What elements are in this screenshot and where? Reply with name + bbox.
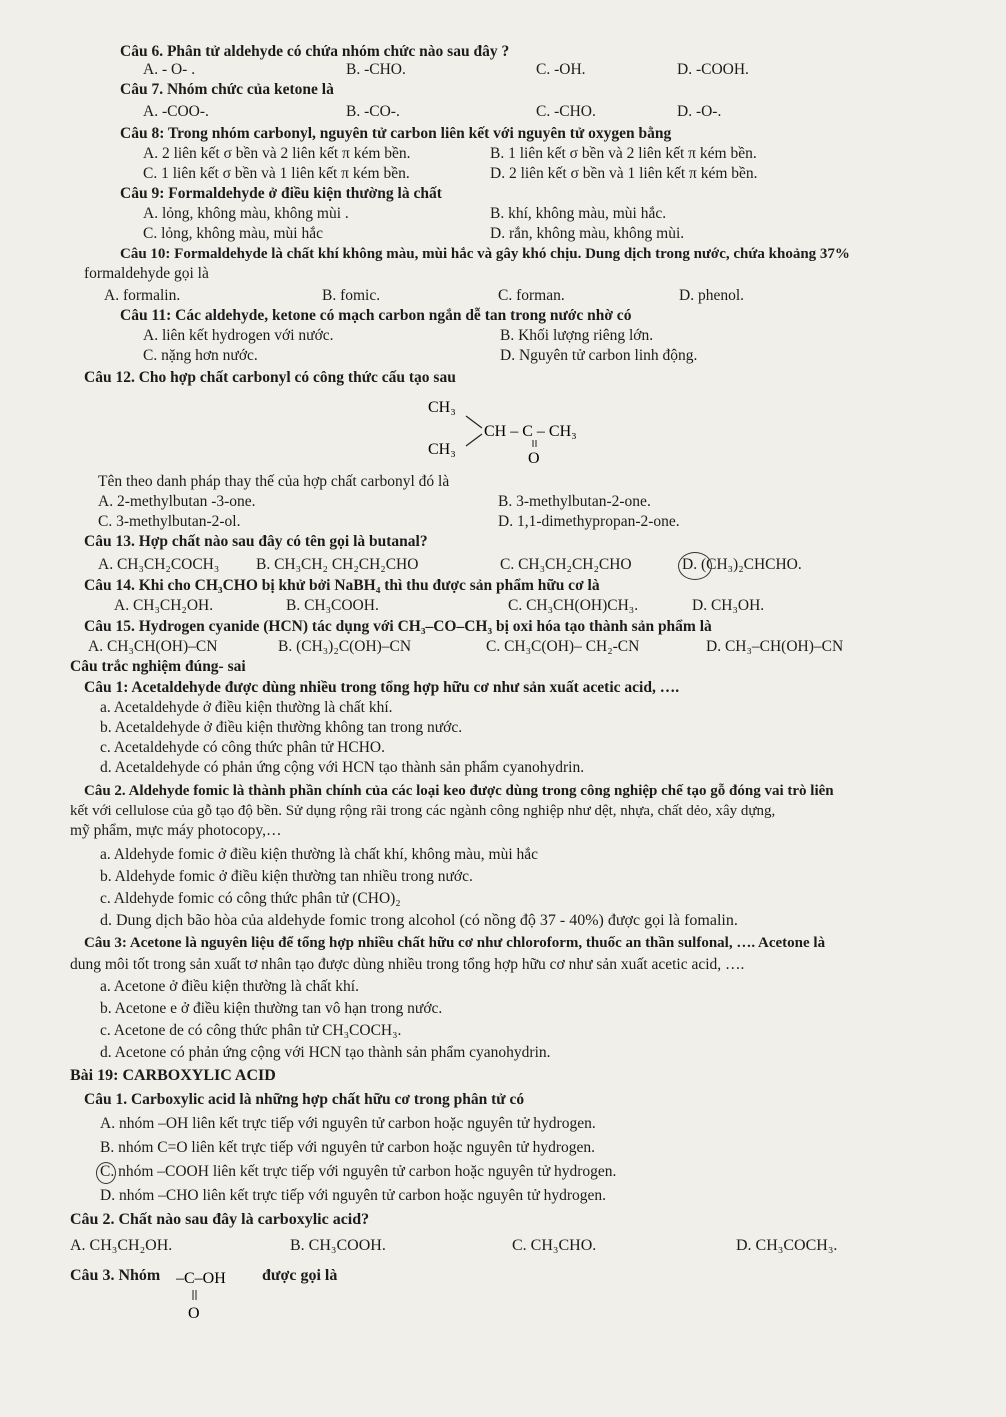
q9-option-c[interactable]: C. lỏng, không màu, mùi hắc [143, 225, 323, 242]
q12-option-c[interactable]: C. 3-methylbutan-2-ol. [98, 513, 241, 530]
q12-option-a[interactable]: A. 2-methylbutan -3-one. [98, 493, 256, 510]
formula-top-methyl: CH₃ [428, 399, 456, 416]
q6-option-a[interactable]: A. - O- . [143, 61, 196, 78]
q11-option-d[interactable]: D. Nguyên tử carbon linh động. [500, 347, 698, 364]
q11-option-c[interactable]: C. nặng hơn nước. [143, 347, 258, 364]
b19-q3-stem-suffix: được gọi là [262, 1267, 338, 1284]
q13-option-b[interactable]: B. CH₃CH₂ CH₂CH₂CHO [256, 556, 419, 573]
formula-bottom-methyl: CH₃ [428, 441, 456, 458]
b19-q3-stem-prefix: Câu 3. Nhóm [70, 1267, 161, 1284]
q15-option-d[interactable]: D. CH₃–CH(OH)–CN [706, 638, 844, 655]
q10-option-c[interactable]: C. forman. [498, 287, 565, 304]
tf-q2-statement-a[interactable]: a. Aldehyde fomic ở điều kiện thường là chất khí, không màu, mùi hắc [100, 846, 539, 863]
q12-option-b[interactable]: B. 3-methylbutan-2-one. [498, 493, 651, 510]
b19-q1-option-d[interactable]: D. nhóm –CHO liên kết trực tiếp với nguyên tử carbon hoặc nguyên tử hydrogen. [100, 1187, 607, 1204]
q6-option-c[interactable]: C. -OH. [536, 61, 586, 78]
q14-option-d[interactable]: D. CH₃OH. [692, 597, 765, 614]
b19-q1-stem: Câu 1. Carboxylic acid là những hợp chất hữu cơ trong phân tử có [84, 1091, 525, 1108]
q9-option-b[interactable]: B. khí, không màu, mùi hắc. [490, 205, 667, 222]
tf-q3-statement-c[interactable]: c. Acetone de có công thức phân tử CH₃COCH₃. [100, 1022, 402, 1039]
q8-stem: Câu 8: Trong nhóm carbonyl, nguyên tử carbon liên kết với nguyên tử oxygen bằng [120, 125, 672, 142]
b19-q2-option-c[interactable]: C. CH₃CHO. [512, 1237, 597, 1254]
section-heading-bai19: Bài 19: CARBOXYLIC ACID [70, 1067, 276, 1084]
q11-stem: Câu 11: Các aldehyde, ketone có mạch carbon ngắn dễ tan trong nước nhờ có [120, 307, 632, 324]
q11-option-b[interactable]: B. Khối lượng riêng lớn. [500, 327, 654, 344]
q10-option-a[interactable]: A. formalin. [104, 287, 181, 304]
tf-q2-statement-d[interactable]: d. Dung dịch bão hòa của aldehyde fomic trong alcohol (có nồng độ 37 - 40%) được gọi là fomalin. [100, 912, 738, 929]
q10-option-b[interactable]: B. fomic. [322, 287, 381, 304]
q7-option-a[interactable]: A. -COO-. [143, 103, 209, 120]
formula-bond-top [466, 416, 482, 428]
tf-q1-statement-c[interactable]: c. Acetaldehyde có công thức phân tử HCHO. [100, 739, 385, 756]
q8-option-a[interactable]: A. 2 liên kết σ bền và 2 liên kết π kém bền. [143, 145, 411, 162]
q12-stem: Câu 12. Cho hợp chất carbonyl có công thức cấu tạo sau [84, 369, 456, 386]
q7-stem: Câu 7. Nhóm chức của ketone là [120, 81, 334, 98]
formula-chain: CH – C – CH₃ [484, 423, 577, 440]
tf-q2-stem-line1: Câu 2. Aldehyde fomic là thành phần chính của các loại keo được dùng trong công nghiệp chế tạo gỗ đóng vai trò liên [84, 783, 834, 799]
tf-q1-statement-b[interactable]: b. Acetaldehyde ở điều kiện thường không tan trong nước. [100, 719, 463, 736]
q15-option-c[interactable]: C. CH₃C(OH)– CH₂-CN [486, 638, 640, 655]
true-false-heading: Câu trắc nghiệm đúng- sai [70, 658, 246, 675]
b19-q1-option-c[interactable]: C. nhóm –COOH liên kết trực tiếp với nguyên tử carbon hoặc nguyên tử hydrogen. [100, 1163, 617, 1180]
q10-stem-line2: formaldehyde gọi là [84, 265, 209, 282]
q10-option-d[interactable]: D. phenol. [679, 287, 745, 304]
q13-stem: Câu 13. Hợp chất nào sau đây có tên gọi là butanal? [84, 533, 428, 550]
q8-option-b[interactable]: B. 1 liên kết σ bền và 2 liên kết π kém bền. [490, 145, 757, 162]
q13-option-d[interactable]: D. (CH₃)₂CHCHO. [682, 556, 802, 573]
tf-q3-statement-d[interactable]: d. Acetone có phản ứng cộng với HCN tạo thành sản phẩm cyanohydrin. [100, 1044, 551, 1061]
tf-q2-statement-c[interactable]: c. Aldehyde fomic có công thức phân tử (CHO)₂ [100, 890, 401, 907]
tf-q3-stem-line2: dung môi tốt trong sản xuất tơ nhân tạo được dùng nhiều trong tổng hợp hữu cơ như sản xuất acetic acid, …. [70, 956, 745, 973]
q10-stem-line1: Câu 10: Formaldehyde là chất khí không màu, mùi hắc và gây khó chịu. Dung dịch trong nước, chứa khoảng 37% [120, 246, 850, 262]
q6-option-d[interactable]: D. -COOH. [677, 61, 749, 78]
q14-option-b[interactable]: B. CH₃COOH. [286, 597, 379, 614]
b19-q3-carboxyl-group [176, 1262, 256, 1324]
q6-option-b[interactable]: B. -CHO. [346, 61, 406, 78]
b19-q2-option-b[interactable]: B. CH₃COOH. [290, 1237, 386, 1254]
b19-q2-stem: Câu 2. Chất nào sau đây là carboxylic acid? [70, 1211, 370, 1228]
tf-q3-statement-b[interactable]: b. Acetone e ở điều kiện thường tan vô hạn trong nước. [100, 1000, 443, 1017]
q7-option-d[interactable]: D. -O-. [677, 103, 722, 120]
q15-option-a[interactable]: A. CH₃CH(OH)–CN [88, 638, 218, 655]
q11-option-a[interactable]: A. liên kết hydrogen với nước. [143, 327, 334, 344]
b19-q2-option-a[interactable]: A. CH₃CH₂OH. [70, 1237, 173, 1254]
q12-option-d[interactable]: D. 1,1-dimethypropan-2-one. [498, 513, 680, 530]
q12-structural-formula [420, 392, 620, 470]
q13-option-a[interactable]: A. CH₃CH₂COCH₃ [98, 556, 220, 573]
tf-q1-statement-d[interactable]: d. Acetaldehyde có phản ứng cộng với HCN tạo thành sản phẩm cyanohydrin. [100, 759, 585, 776]
b19-q1-option-a[interactable]: A. nhóm –OH liên kết trực tiếp với nguyên tử carbon hoặc nguyên tử hydrogen. [100, 1115, 596, 1132]
q14-option-c[interactable]: C. CH₃CH(OH)CH₃. [508, 597, 639, 614]
tf-q2-stem-line3: mỹ phẩm, mực máy photocopy,… [70, 822, 282, 839]
q7-option-b[interactable]: B. -CO-. [346, 103, 400, 120]
carboxyl-group-text: –C–OH [176, 1270, 226, 1287]
formula-oxygen: O [528, 450, 540, 467]
q15-stem: Câu 15. Hydrogen cyanide (HCN) tác dụng với CH₃–CO–CH₃ bị oxi hóa tạo thành sản phẩm là [84, 618, 712, 635]
q9-option-a[interactable]: A. lỏng, không màu, không mùi . [143, 205, 349, 222]
q9-stem: Câu 9: Formaldehyde ở điều kiện thường là chất [120, 185, 442, 202]
tf-q3-stem-line1: Câu 3: Acetone là nguyên liệu để tổng hợp nhiều chất hữu cơ như chloroform, thuốc an thần sulfonal, …. Acetone là [84, 935, 826, 951]
carboxyl-oxygen: O [188, 1305, 200, 1322]
b19-q1-option-b[interactable]: B. nhóm C=O liên kết trực tiếp với nguyên tử carbon hoặc nguyên tử hydrogen. [100, 1139, 595, 1156]
q14-option-a[interactable]: A. CH₃CH₂OH. [114, 597, 214, 614]
tf-q3-statement-a[interactable]: a. Acetone ở điều kiện thường là chất khí. [100, 978, 359, 995]
tf-q2-stem-line2: kết với cellulose của gỗ tạo độ bền. Sử dụng rộng rãi trong các ngành công nghiệp như dệt, nhựa, chất dẻo, xây dựng, [70, 803, 776, 819]
q7-option-c[interactable]: C. -CHO. [536, 103, 596, 120]
tf-q2-statement-b[interactable]: b. Aldehyde fomic ở điều kiện thường tan nhiều trong nước. [100, 868, 473, 885]
q9-option-d[interactable]: D. rắn, không màu, không mùi. [490, 225, 685, 242]
q15-option-b[interactable]: B. (CH₃)₂C(OH)–CN [278, 638, 412, 655]
q8-option-c[interactable]: C. 1 liên kết σ bền và 1 liên kết π kém bền. [143, 165, 410, 182]
b19-q2-option-d[interactable]: D. CH₃COCH₃. [736, 1237, 838, 1254]
formula-bond-bottom [466, 434, 482, 446]
q6-stem: Câu 6. Phân tử aldehyde có chứa nhóm chức nào sau đây ? [120, 43, 510, 60]
q8-option-d[interactable]: D. 2 liên kết σ bền và 1 liên kết π kém bền. [490, 165, 758, 182]
tf-q1-statement-a[interactable]: a. Acetaldehyde ở điều kiện thường là chất khí. [100, 699, 393, 716]
q13-option-c[interactable]: C. CH₃CH₂CH₂CHO [500, 556, 632, 573]
q14-stem: Câu 14. Khi cho CH₃CHO bị khử bởi NaBH₄ thì thu được sản phẩm hữu cơ là [84, 577, 600, 594]
q12-sub-stem: Tên theo danh pháp thay thế của hợp chất carbonyl đó là [98, 473, 450, 490]
tf-q1-stem: Câu 1: Acetaldehyde được dùng nhiều trong tổng hợp hữu cơ như sản xuất acetic acid, …. [84, 679, 680, 696]
